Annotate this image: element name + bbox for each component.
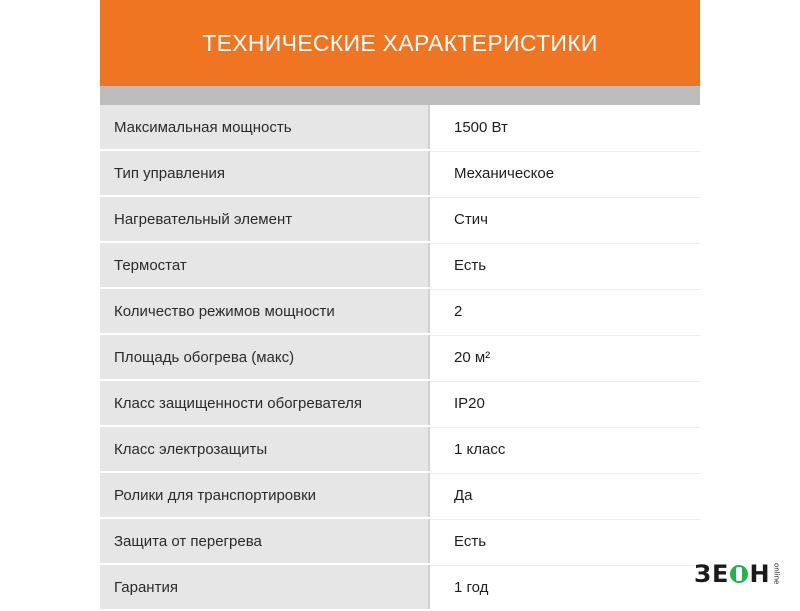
spec-row [100, 381, 700, 427]
spec-label: Количество режимов мощности [100, 289, 430, 333]
zeon-logo [694, 560, 794, 588]
spec-row [100, 289, 700, 335]
spec-row [100, 473, 700, 519]
spec-label: Гарантия [100, 565, 430, 609]
spec-value: 1 год [430, 565, 700, 609]
spec-row [100, 427, 700, 473]
header-divider-band [100, 86, 700, 105]
spec-label: Класс электрозащиты [100, 427, 430, 471]
spec-label: Ролики для транспортировки [100, 473, 430, 517]
spec-row [100, 105, 700, 151]
spec-label: Тип управления [100, 151, 430, 195]
spec-value: 2 [430, 289, 700, 333]
spec-label: Защита от перегрева [100, 519, 430, 563]
spec-title: ТЕХНИЧЕСКИЕ ХАРАКТЕРИСТИКИ [202, 29, 598, 56]
logo-subtext: onlinе [772, 563, 781, 585]
spec-label: Площадь обогрева (макс) [100, 335, 430, 379]
logo-word-right: Н [749, 560, 771, 588]
spec-value: Да [430, 473, 700, 517]
spec-value: 1 класс [430, 427, 700, 471]
spec-value: Есть [430, 243, 700, 287]
spec-value: Стич [430, 197, 700, 241]
spec-value: 20 м² [430, 335, 700, 379]
spec-row [100, 519, 700, 565]
spec-row [100, 565, 700, 611]
spec-value: Есть [430, 519, 700, 563]
spec-row [100, 197, 700, 243]
spec-row [100, 335, 700, 381]
spec-label: Максимальная мощность [100, 105, 430, 149]
spec-row [100, 151, 700, 197]
logo-word-left: ЗЕ [694, 560, 730, 588]
spec-table [100, 105, 700, 611]
spec-value: 1500 Вт [430, 105, 700, 149]
spec-label: Термостат [100, 243, 430, 287]
spec-header [100, 0, 700, 86]
spec-row [100, 243, 700, 289]
spec-label: Класс защищенности обогревателя [100, 381, 430, 425]
spec-value: IP20 [430, 381, 700, 425]
spec-sheet [100, 0, 700, 600]
logo-power-icon [730, 565, 748, 583]
spec-label: Нагревательный элемент [100, 197, 430, 241]
spec-value: Механическое [430, 151, 700, 195]
